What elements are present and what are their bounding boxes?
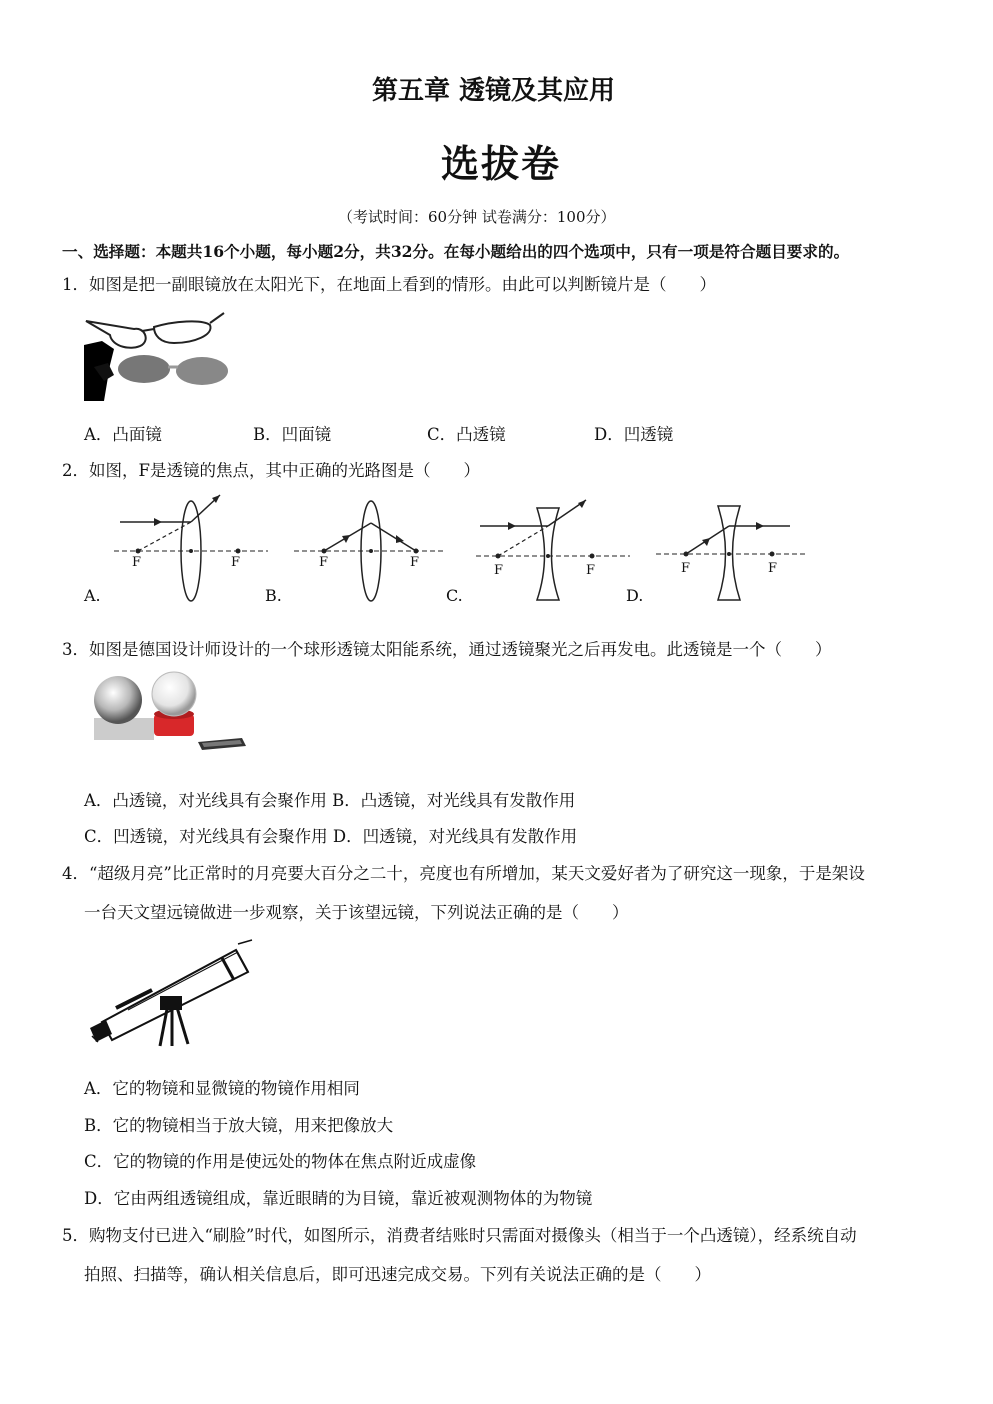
diagram-c-label: C. [446,586,463,605]
diagram-d-label: D. [626,586,644,605]
focus-label: F [681,561,691,576]
diagram-a-label: A. [84,586,101,605]
q1-option-c: C．凸透镜 [427,425,506,444]
diagram-b-label: B. [265,586,282,605]
q4-option-a: A．它的物镜和显微镜的物镜作用相同 [84,1079,360,1098]
question-5-stem-line-1: 5．购物支付已进入“刷脸”时代，如图所示，消费者结账时只需面对摄像头（相当于一个凸透镜），经系统自动 [62,1226,857,1245]
q4-option-b: B．它的物镜相当于放大镜，用来把像放大 [84,1116,394,1135]
ray-diagram-d [654,496,814,606]
q3-options-row-2: C．凹透镜，对光线具有会聚作用 D．凹透镜，对光线具有发散作用 [84,827,578,846]
focus-label: F [768,561,778,576]
q4-option-c: C．它的物镜的作用是使远处的物体在焦点附近成虚像 [84,1152,477,1171]
question-1-stem: 1．如图是把一副眼镜放在太阳光下，在地面上看到的情形。由此可以判断镜片是（ ） [62,275,716,294]
ray-diagram-a [112,492,272,604]
focus-label: F [494,563,504,578]
q1-option-a: A．凸面镜 [84,425,162,444]
telescope-image [88,936,266,1048]
ray-diagram-c [474,496,634,606]
focus-label: F [319,555,329,570]
focus-label: F [410,555,420,570]
q1-option-d: D．凹透镜 [594,425,674,444]
focus-label: F [132,555,142,570]
question-3-stem: 3．如图是德国设计师设计的一个球形透镜太阳能系统，通过透镜聚光之后再发电。此透镜是一个（ ） [62,640,832,659]
q3-options-row-1: A．凸透镜，对光线具有会聚作用 B．凸透镜，对光线具有发散作用 [84,791,576,810]
chapter-title: 第五章 透镜及其应用 [372,76,616,106]
ray-diagram-b [292,492,452,604]
glasses-shadow-image [84,305,234,401]
question-4-stem-line-1: 4．“超级月亮”比正常时的月亮要大百分之二十，亮度也有所增加，某天文爱好者为了研究这一现象，于是架设 [62,864,865,883]
question-2-stem: 2．如图，F是透镜的焦点，其中正确的光路图是（ ） [62,461,480,480]
focus-label: F [231,555,241,570]
section-heading: 一、选择题：本题共16个小题，每小题2分，共32分。在每小题给出的四个选项中，只有一项是符合题目要求的。 [62,242,850,261]
paper-title: 选拔卷 [441,141,562,186]
q1-option-b: B．凹面镜 [253,425,332,444]
question-5-stem-line-2: 拍照、扫描等，确认相关信息后，即可迅速完成交易。下列有关说法正确的是（ ） [84,1265,711,1284]
spherical-lens-image [94,670,254,754]
focus-label: F [586,563,596,578]
q4-option-d: D．它由两组透镜组成，靠近眼睛的为目镜，靠近被观测物体的为物镜 [84,1189,593,1208]
question-4-stem-line-2: 一台天文望远镜做进一步观察，关于该望远镜，下列说法正确的是（ ） [84,903,629,922]
exam-info: （考试时间：60分钟 试卷满分：100分） [338,208,616,226]
